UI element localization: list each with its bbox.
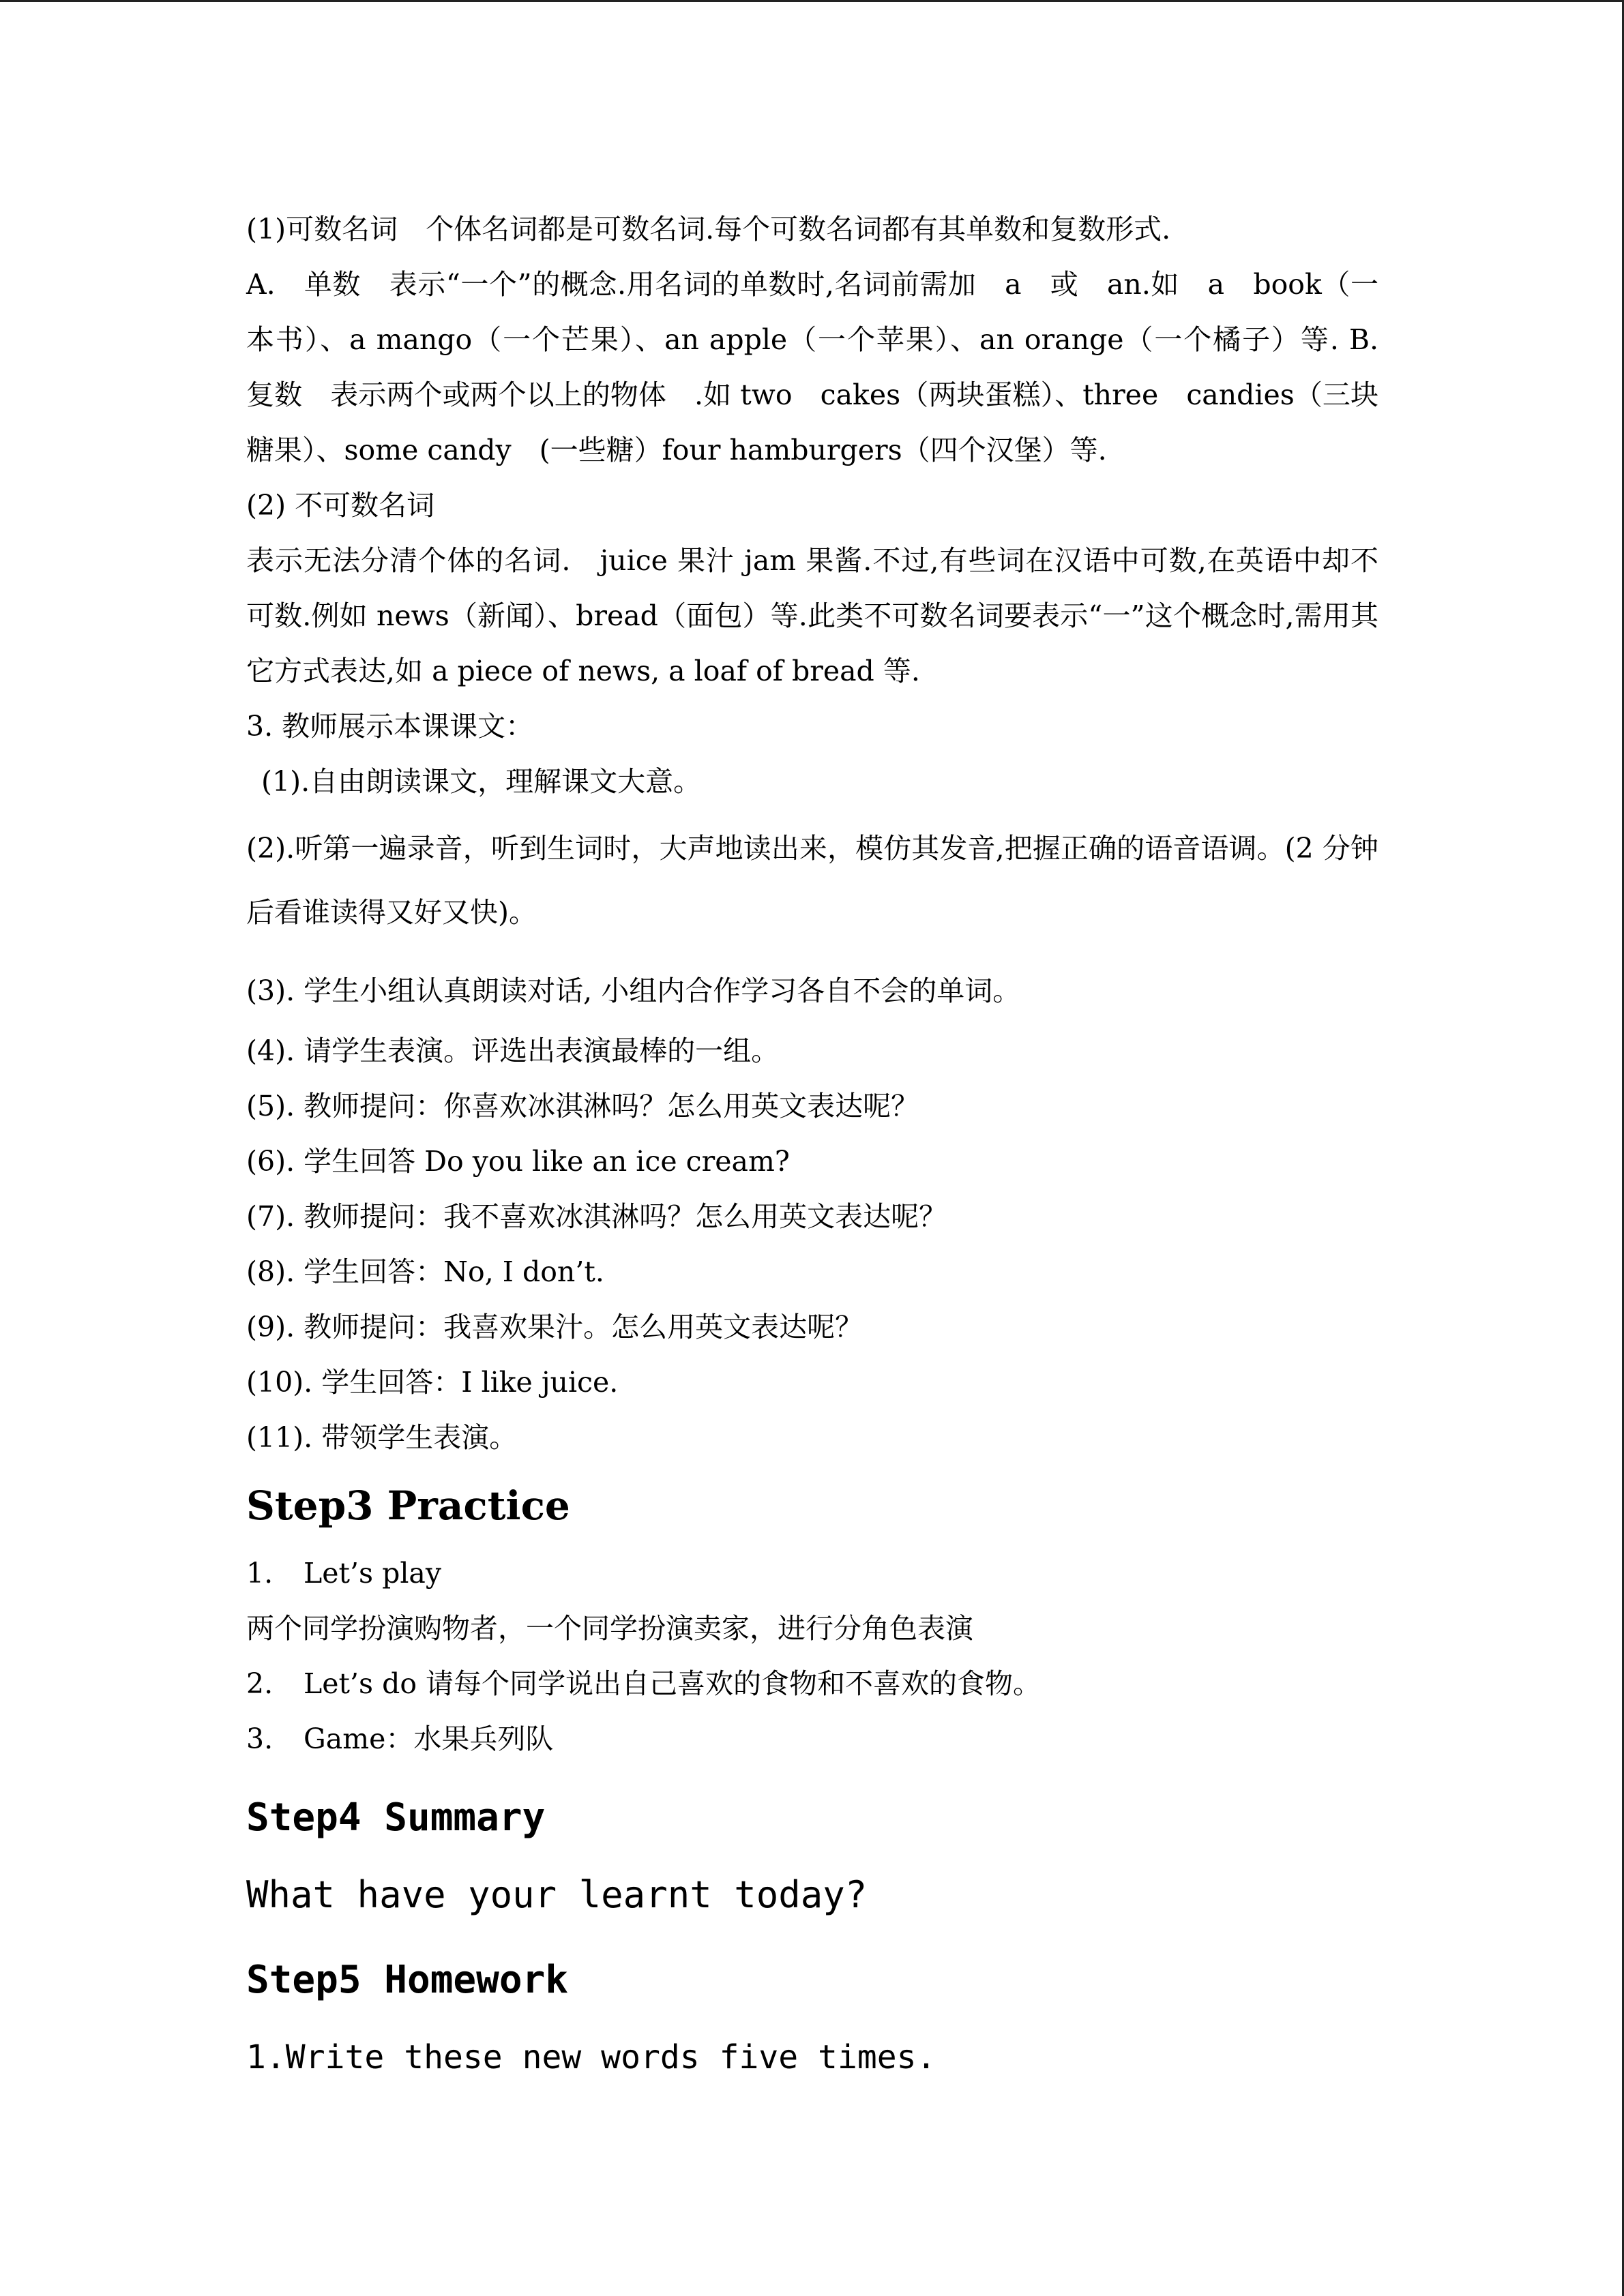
step3-heading: Step3 Practice (246, 1482, 570, 1529)
paragraph-countable-nouns: (1)可数名词 个体名词都是可数名词.每个可数名词都有其单数和复数形式. (246, 213, 1171, 245)
paragraph-step-10: (10). 学生回答：I like juice. (246, 1366, 619, 1399)
paragraph-step-8: (8). 学生回答：No, I don’t. (246, 1255, 604, 1288)
step3-item-3 (246, 1712, 1378, 1767)
step3-item-1 (246, 1546, 1378, 1601)
document-body (246, 202, 1406, 2091)
paragraph-step-11: (11). 带领学生表演。 (246, 1421, 518, 1454)
step3-list (246, 1546, 1378, 1767)
step3-item-3-number: 3. (246, 1723, 274, 1755)
step3-item-description: 两个同学扮演购物者，一个同学扮演卖家，进行分角色表演 (246, 1612, 973, 1645)
page-border-top (0, 0, 1624, 2)
paragraph-step-5: (5). 教师提问：你喜欢冰淇淋吗？怎么用英文表达呢？ (246, 1090, 919, 1122)
paragraph-uncountable-heading: (2) 不可数名词 (246, 489, 435, 522)
step5-homework-line: 1.Write these new words five times. (246, 2038, 936, 2076)
step4-heading: Step4 Summary (246, 1795, 546, 1840)
paragraph-step-2: (2).听第一遍录音，听到生词时，大声地读出来，模仿其发音,把握正确的语音语调。(2 分钟后看谁读得又好又快)。 (246, 832, 1378, 929)
step3-item-1-number: 1. (246, 1557, 274, 1590)
paragraph-step-9: (9). 教师提问：我喜欢果汁。怎么用英文表达呢？ (246, 1311, 863, 1343)
step5-heading: Step5 Homework (246, 1958, 569, 2002)
step3-item-1-text: Let’s play (304, 1557, 442, 1590)
paragraph-uncountable-nouns: 表示无法分清个体的名词. juice 果汁 jam 果酱.不过,有些词在汉语中可数,在英语中却不可数.例如 news（新闻）、bread（面包）等.此类不可数名词要表示“一”这个概念时,需用其它方式表达,如 a piece of news, a loaf of bread 等. (246, 544, 1378, 687)
step3-item-2 (246, 1656, 1378, 1712)
step3-item-2-text: Let’s do 请每个同学说出自己喜欢的食物和不喜欢的食物。 (304, 1667, 1042, 1700)
step3-item-3-text: Game：水果兵列队 (304, 1723, 554, 1755)
paragraph-step-7: (7). 教师提问：我不喜欢冰淇淋吗？怎么用英文表达呢？ (246, 1200, 947, 1233)
paragraph-singular-plural: A. 单数 表示“一个”的概念.用名词的单数时,名词前需加 a 或 an.如 a book（一本书）、a mango（一个芒果）、an apple（一个苹果）、an orange（一个橘子）等. B. 复数 表示两个或两个以上的物体 .如 two cakes（两块蛋糕）、three candies（三块糖果）、some candy (一些糖）four hamburgers（四个汉堡）等. (246, 268, 1406, 466)
paragraph-step-6: (6). 学生回答 Do you like an ice cream? (246, 1145, 790, 1178)
paragraph-step-3: (3). 学生小组认真朗读对话, 小组内合作学习各自不会的单词。 (246, 974, 1021, 1007)
paragraph-step-1: (1).自由朗读课文，理解课文大意。 (261, 765, 702, 798)
step3-item-2-number: 2. (246, 1667, 274, 1700)
paragraph-teacher-shows-text: 3. 教师展示本课课文： (246, 710, 534, 743)
step4-summary-line: What have your learnt today? (246, 1873, 868, 1916)
paragraph-step-4: (4). 请学生表演。评选出表演最棒的一组。 (246, 1034, 780, 1067)
